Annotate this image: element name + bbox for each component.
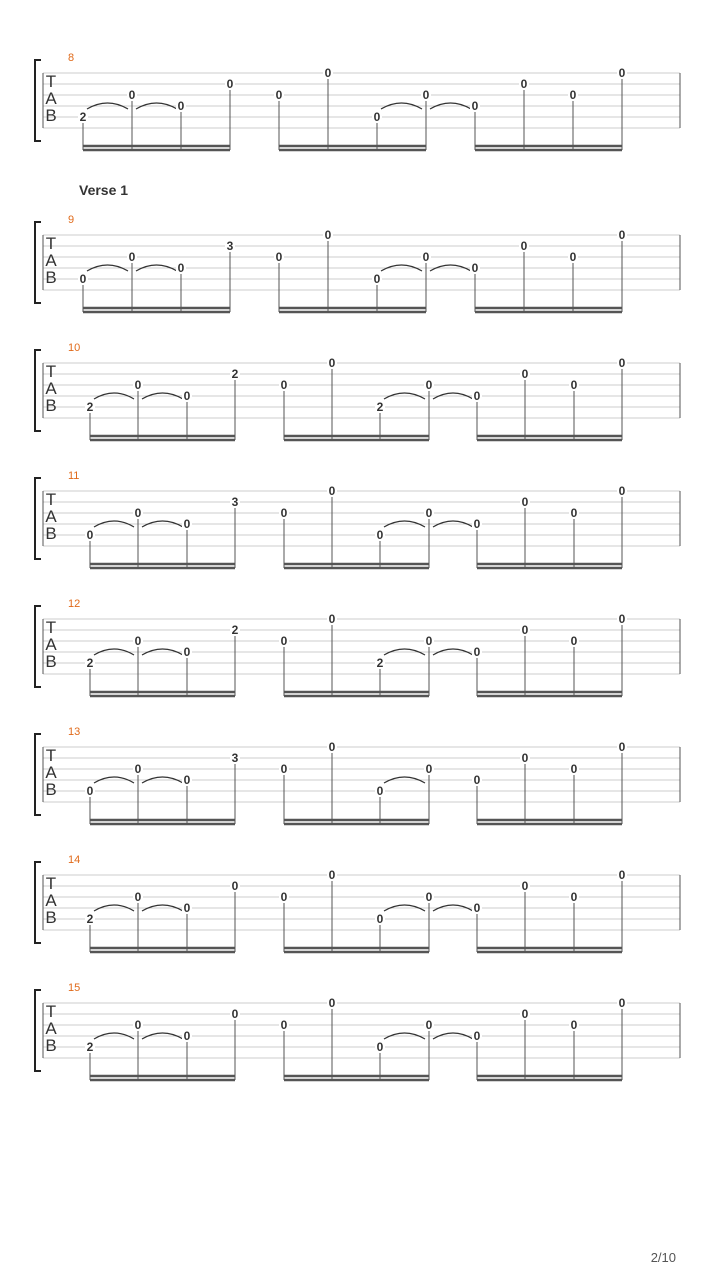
fret-number: 0 — [324, 228, 332, 242]
system-bracket — [35, 734, 41, 815]
fret-number: 0 — [521, 623, 529, 637]
fret-number: 2 — [86, 656, 94, 670]
system-bracket — [35, 478, 41, 559]
fret-number: 0 — [473, 517, 481, 531]
fret-number: 0 — [86, 784, 94, 798]
fret-number: 0 — [618, 356, 626, 370]
fret-number: 0 — [280, 1018, 288, 1032]
fret-number: 0 — [280, 634, 288, 648]
fret-number: 0 — [471, 261, 479, 275]
fret-number: 2 — [79, 110, 87, 124]
fret-number: 0 — [422, 250, 430, 264]
fret-number: 0 — [618, 612, 626, 626]
tab-system — [35, 726, 680, 824]
fret-number: 0 — [134, 506, 142, 520]
tab-clef-letter: B — [45, 524, 57, 543]
measure-number: 11 — [68, 470, 80, 482]
fret-number: 0 — [373, 272, 381, 286]
fret-number: 3 — [231, 751, 239, 765]
section-label-verse-1: Verse 1 — [79, 182, 129, 198]
measure-number: 13 — [68, 726, 81, 738]
tab-system — [35, 214, 680, 312]
fret-number: 0 — [183, 389, 191, 403]
fret-number: 0 — [521, 495, 529, 509]
fret-number: 0 — [328, 356, 336, 370]
tab-system — [35, 598, 680, 696]
fret-number: 0 — [618, 868, 626, 882]
tab-clef-letter: T — [45, 618, 57, 637]
fret-number: 2 — [231, 367, 239, 381]
tab-system — [35, 982, 680, 1080]
fret-number: 0 — [570, 634, 578, 648]
fret-number: 0 — [376, 528, 384, 542]
fret-number: 0 — [328, 484, 336, 498]
fret-number: 0 — [177, 261, 185, 275]
tab-clef-letter: A — [45, 89, 57, 108]
fret-number: 0 — [275, 250, 283, 264]
tab-clef-letter: B — [45, 396, 57, 415]
system-bracket — [35, 862, 41, 943]
fret-number: 0 — [231, 879, 239, 893]
tab-system — [35, 470, 680, 568]
fret-number: 0 — [231, 1007, 239, 1021]
measure-number: 8 — [68, 52, 75, 64]
measure-number: 9 — [68, 214, 75, 226]
fret-number: 0 — [183, 1029, 191, 1043]
fret-number: 0 — [471, 99, 479, 113]
fret-number: 0 — [183, 901, 191, 915]
fret-number: 0 — [521, 1007, 529, 1021]
fret-number: 0 — [280, 890, 288, 904]
fret-number: 2 — [376, 400, 384, 414]
fret-number: 0 — [473, 1029, 481, 1043]
tab-clef-letter: A — [45, 635, 57, 654]
tab-clef-letter: B — [45, 1036, 57, 1055]
tab-clef-letter: A — [45, 379, 57, 398]
fret-number: 0 — [86, 528, 94, 542]
tab-clef-letter: A — [45, 507, 57, 526]
fret-number: 0 — [183, 517, 191, 531]
fret-number: 0 — [425, 378, 433, 392]
fret-number: 0 — [570, 890, 578, 904]
tab-system — [35, 854, 680, 952]
tab-clef-letter: A — [45, 891, 57, 910]
fret-number: 0 — [128, 250, 136, 264]
tab-clef-letter: T — [45, 1002, 57, 1021]
fret-number: 0 — [473, 645, 481, 659]
system-bracket — [35, 990, 41, 1071]
fret-number: 2 — [376, 656, 384, 670]
tab-clef-letter: T — [45, 72, 57, 91]
fret-number: 0 — [570, 762, 578, 776]
tab-clef-letter: A — [45, 1019, 57, 1038]
fret-number: 0 — [324, 66, 332, 80]
fret-number: 0 — [473, 901, 481, 915]
fret-number: 0 — [373, 110, 381, 124]
fret-number: 0 — [521, 367, 529, 381]
measure-number: 15 — [68, 982, 81, 994]
fret-number: 0 — [183, 645, 191, 659]
fret-number: 0 — [570, 1018, 578, 1032]
tab-clef-letter: T — [45, 874, 57, 893]
measure-number: 14 — [68, 854, 81, 866]
fret-number: 0 — [128, 88, 136, 102]
fret-number: 0 — [569, 88, 577, 102]
fret-number: 0 — [376, 912, 384, 926]
tab-clef-letter: A — [45, 763, 57, 782]
page-number: 2/10 — [650, 1250, 676, 1265]
fret-number: 0 — [520, 239, 528, 253]
tab-clef-letter: T — [45, 490, 57, 509]
fret-number: 0 — [280, 378, 288, 392]
fret-number: 0 — [134, 634, 142, 648]
fret-number: 0 — [275, 88, 283, 102]
fret-number: 0 — [376, 1040, 384, 1054]
fret-number: 0 — [134, 378, 142, 392]
fret-number: 0 — [422, 88, 430, 102]
fret-number: 0 — [473, 389, 481, 403]
tab-clef-letter: T — [45, 234, 57, 253]
fret-number: 0 — [570, 506, 578, 520]
fret-number: 0 — [520, 77, 528, 91]
fret-number: 0 — [376, 784, 384, 798]
measure-number: 10 — [68, 342, 81, 354]
fret-number: 0 — [473, 773, 481, 787]
tab-clef-letter: B — [45, 780, 57, 799]
fret-number: 0 — [134, 1018, 142, 1032]
fret-number: 0 — [425, 506, 433, 520]
fret-number: 0 — [425, 890, 433, 904]
fret-number: 0 — [177, 99, 185, 113]
system-bracket — [35, 222, 41, 303]
fret-number: 0 — [618, 740, 626, 754]
tab-clef-letter: T — [45, 362, 57, 381]
fret-number: 0 — [226, 77, 234, 91]
system-bracket — [35, 350, 41, 431]
fret-number: 0 — [134, 890, 142, 904]
tab-system — [35, 342, 680, 440]
fret-number: 0 — [521, 879, 529, 893]
tab-system — [35, 52, 680, 150]
fret-number: 0 — [280, 762, 288, 776]
fret-number: 0 — [328, 740, 336, 754]
fret-number: 3 — [226, 239, 234, 253]
fret-number: 3 — [231, 495, 239, 509]
fret-number: 0 — [183, 773, 191, 787]
fret-number: 0 — [328, 996, 336, 1010]
fret-number: 0 — [328, 612, 336, 626]
fret-number: 0 — [425, 634, 433, 648]
fret-number: 2 — [86, 400, 94, 414]
fret-number: 0 — [425, 1018, 433, 1032]
tab-clef-letter: A — [45, 251, 57, 270]
measure-number: 12 — [68, 598, 81, 610]
tab-clef-letter: B — [45, 908, 57, 927]
tab-clef-letter: B — [45, 106, 57, 125]
fret-number: 0 — [280, 506, 288, 520]
fret-number: 0 — [328, 868, 336, 882]
fret-number: 0 — [570, 378, 578, 392]
fret-number: 2 — [86, 1040, 94, 1054]
tab-clef-letter: B — [45, 268, 57, 287]
fret-number: 2 — [86, 912, 94, 926]
fret-number: 0 — [618, 484, 626, 498]
tab-clef-letter: B — [45, 652, 57, 671]
system-bracket — [35, 60, 41, 141]
fret-number: 0 — [618, 996, 626, 1010]
fret-number: 0 — [79, 272, 87, 286]
fret-number: 0 — [569, 250, 577, 264]
fret-number: 0 — [521, 751, 529, 765]
system-bracket — [35, 606, 41, 687]
fret-number: 0 — [618, 228, 626, 242]
fret-number: 0 — [134, 762, 142, 776]
fret-number: 0 — [425, 762, 433, 776]
fret-number: 0 — [618, 66, 626, 80]
fret-number: 2 — [231, 623, 239, 637]
tab-clef-letter: T — [45, 746, 57, 765]
